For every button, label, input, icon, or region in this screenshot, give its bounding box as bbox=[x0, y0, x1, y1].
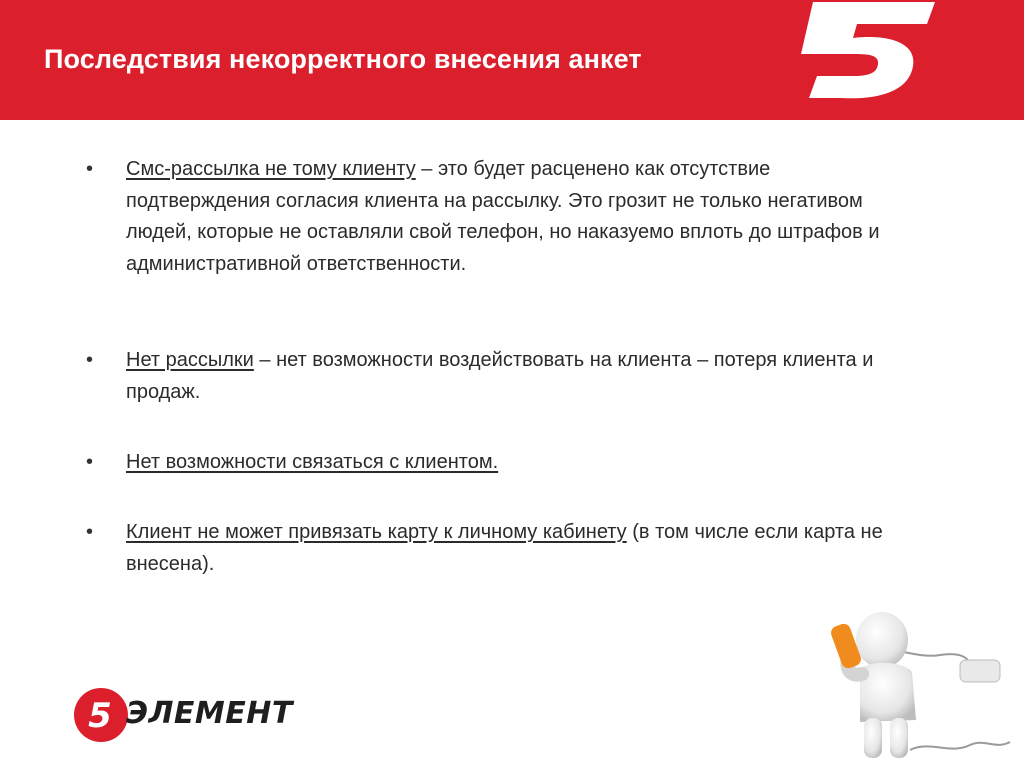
item-4-underlined: Клиент не может привязать карту к личному кабинету bbox=[126, 521, 627, 543]
item-4-text: (в том числе если карта не внесена). bbox=[126, 521, 883, 575]
item-2-text: – нет возможности воздействовать на клиента – потеря клиента и продаж. bbox=[126, 349, 874, 403]
person-with-phone-illustration bbox=[820, 600, 1020, 765]
bullet-marker: • bbox=[86, 451, 94, 473]
logo-number: 5 bbox=[88, 696, 112, 736]
item-3-underlined: Нет возможности связаться с клиентом. bbox=[126, 451, 499, 473]
item-1-underlined: Смс-рассылка не тому клиенту bbox=[126, 158, 416, 180]
bullet-marker: • bbox=[86, 158, 94, 180]
item-1-text: – это будет расценено как отсутствие подтверждения согласия клиента на рассылку. Это грозит не только негативом людей, которые не оставляли свой телефон, но наказуемо вплоть до штрафов и административной ответственности. bbox=[126, 158, 880, 275]
header-banner bbox=[0, 0, 1024, 120]
item-2-underlined: Нет рассылки bbox=[126, 349, 254, 371]
bullet-marker: • bbox=[86, 521, 94, 543]
slide-title: Последствия некорректного внесения анкет bbox=[44, 44, 642, 74]
brand-logo-text: ЭЛЕМЕНТ bbox=[126, 696, 293, 731]
list-item-3 bbox=[126, 447, 886, 479]
list-item-2 bbox=[126, 345, 886, 408]
list-item-4 bbox=[126, 517, 886, 580]
bullet-marker: • bbox=[86, 349, 94, 371]
brand-logo-icon bbox=[72, 686, 130, 744]
list-item-1 bbox=[126, 154, 886, 280]
five-logo-icon bbox=[795, 0, 945, 104]
